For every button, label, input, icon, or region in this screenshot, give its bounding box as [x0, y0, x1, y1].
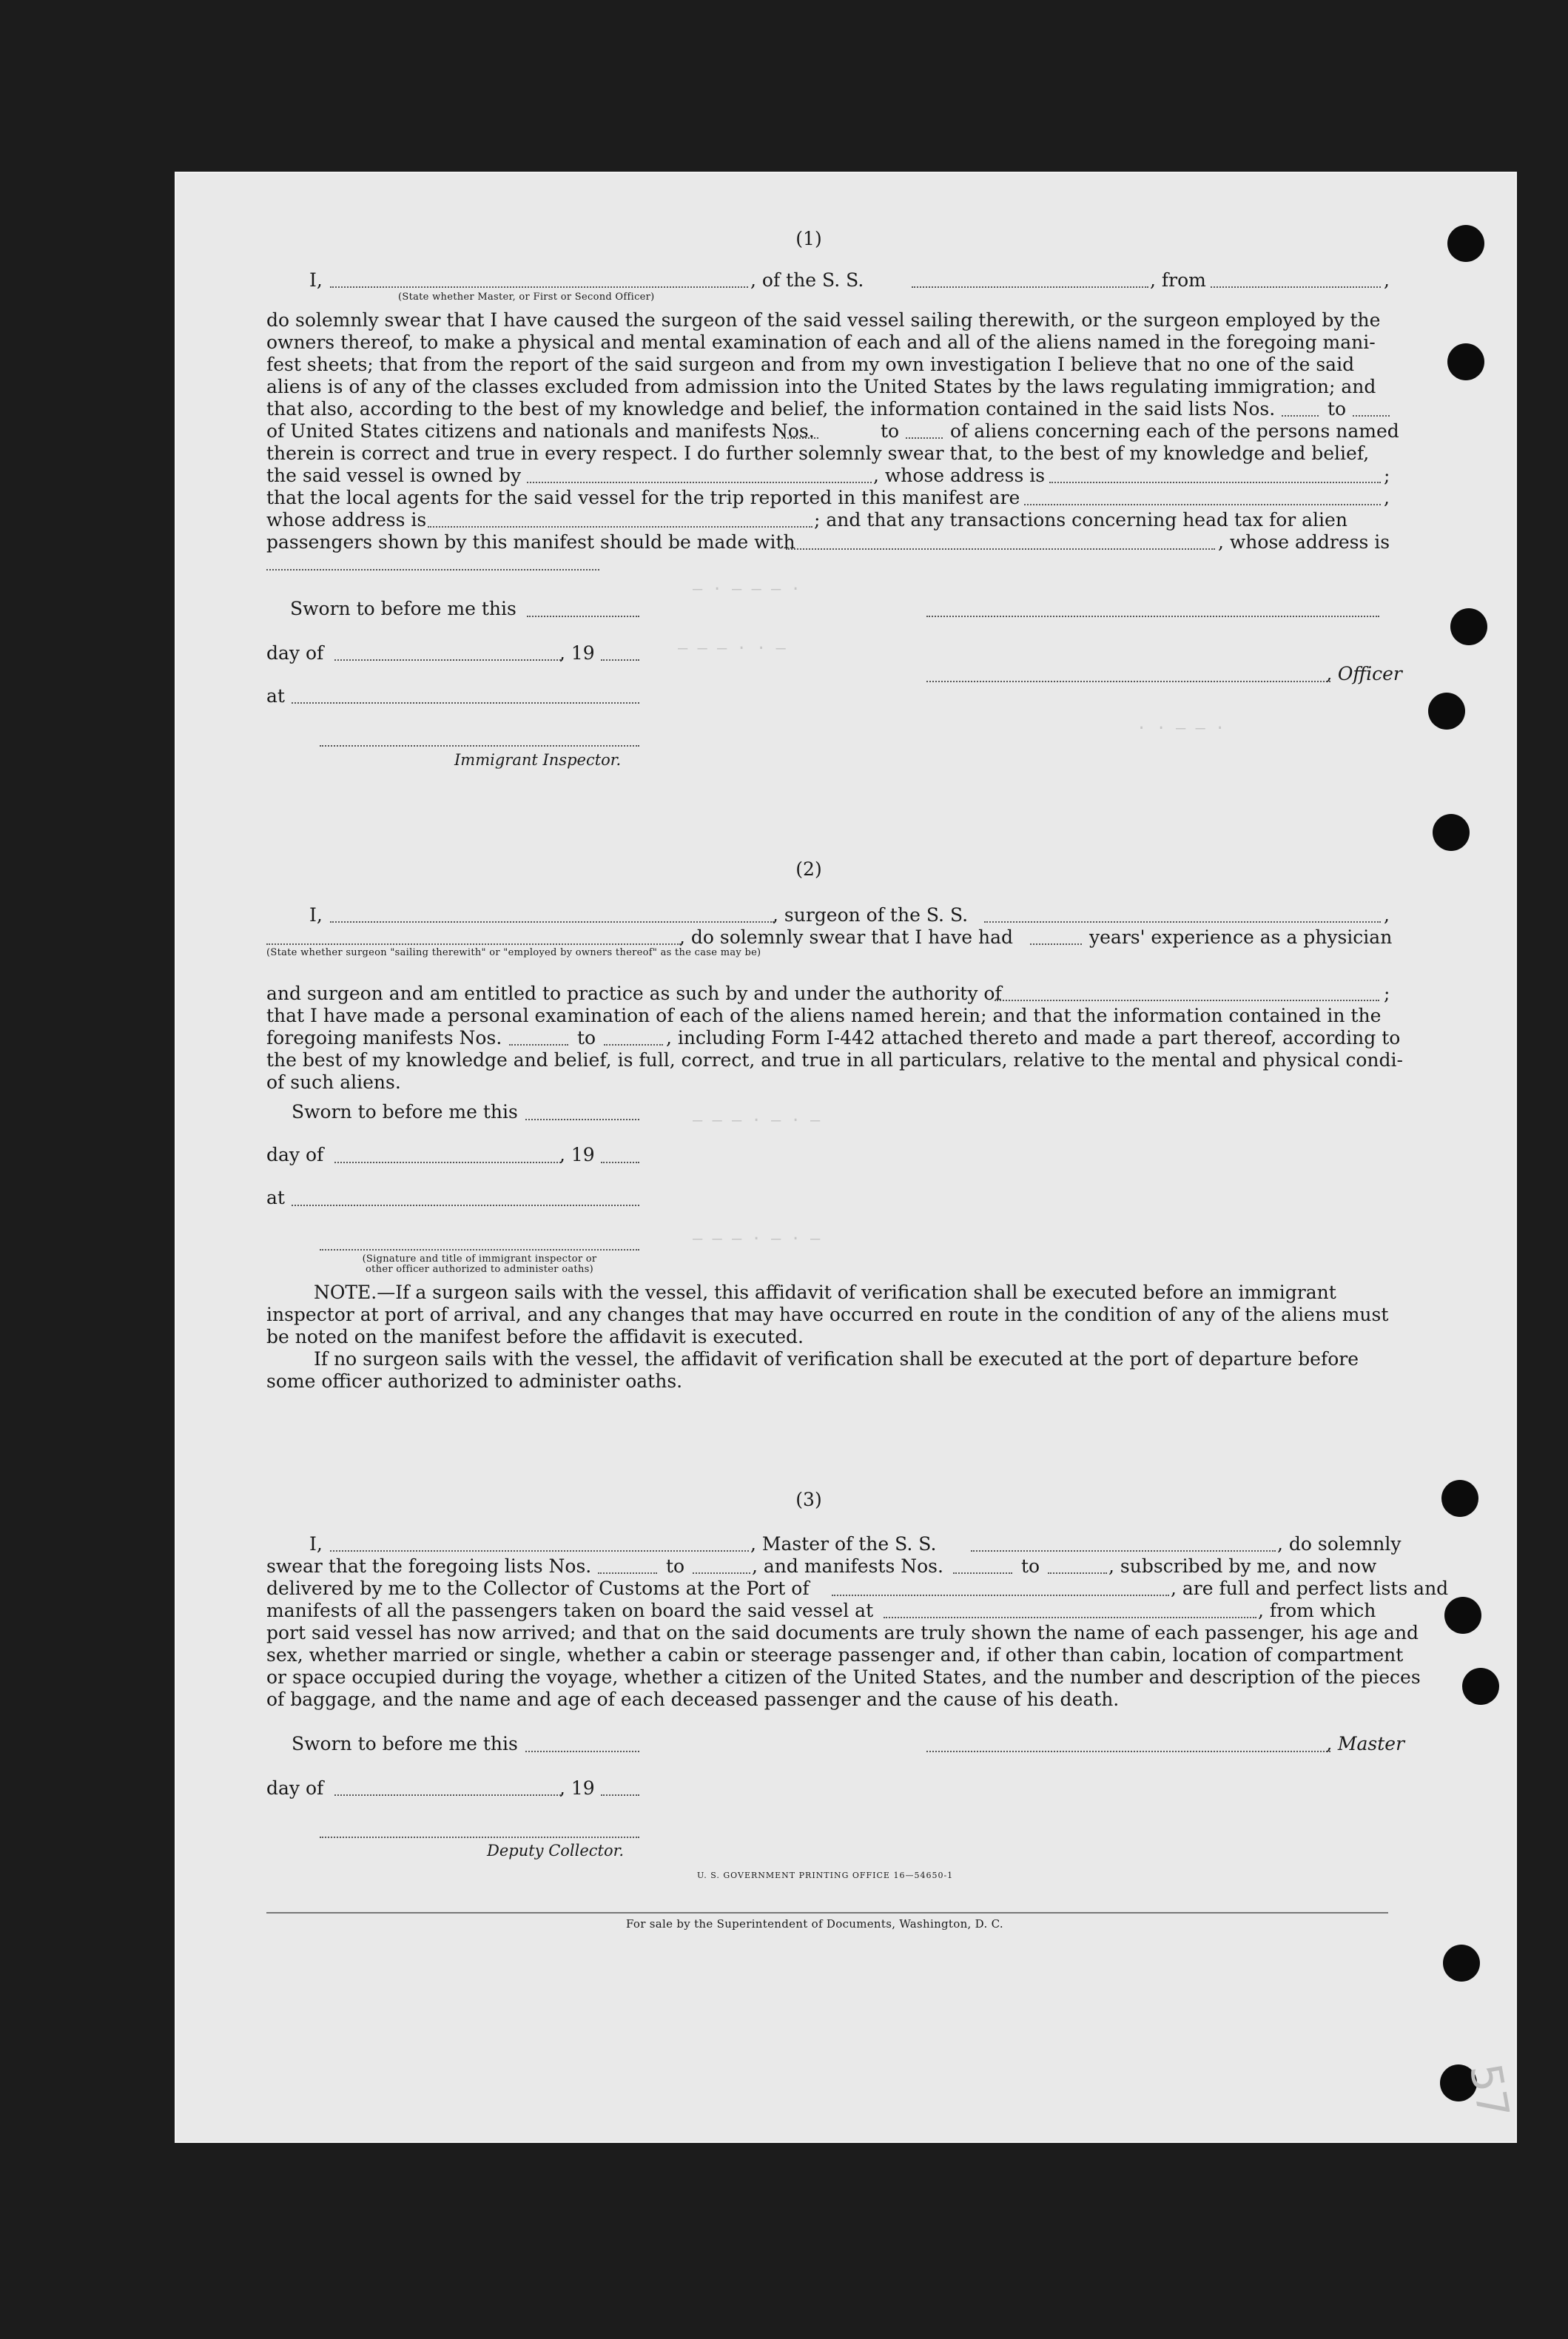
section-2-sworn-month-field[interactable] [334, 1162, 561, 1163]
section-1-i: I, [309, 269, 323, 291]
section-3-sworn-year-field[interactable] [601, 1794, 639, 1796]
section-2-comma: , [1384, 904, 1390, 926]
section-1-whose-address: , whose address is [873, 465, 1046, 486]
officer-signature-line[interactable] [926, 616, 1379, 617]
section-2-semicolon: ; [1384, 983, 1390, 1004]
section-2-body-line: of such aliens. [266, 1071, 401, 1093]
surgeon-manifests-to-field[interactable] [604, 1044, 663, 1046]
sworn-day-field[interactable] [527, 616, 639, 617]
section-1-body-line: that the local agents for the said vessel for the trip reported in this manifest are [266, 487, 1020, 508]
manifests-to-field[interactable] [906, 437, 943, 439]
section-1-body-line: that also, according to the best of my knowledge and belief, the information contained in the said lists Nos. [266, 398, 1276, 420]
note-line: be noted on the manifest before the affidavit is executed. [266, 1326, 804, 1347]
section-1-body-line: the said vessel is owned by [266, 465, 522, 486]
sworn-month-field[interactable] [334, 659, 561, 661]
section-3-sworn-day-field[interactable] [525, 1751, 639, 1752]
section-3-i: I, [309, 1533, 323, 1555]
binder-hole [1450, 608, 1487, 645]
section-1-day-of: day of [266, 642, 324, 664]
section-1-of-aliens: of aliens concerning each of the persons named [950, 420, 1399, 442]
section-1-from: , from [1150, 269, 1206, 291]
surgeon-name-field[interactable] [330, 921, 774, 923]
section-2-to: to [577, 1027, 596, 1049]
section-3-body-line: sex, whether married or single, whether a cabin or steerage passenger and, if other than cabin, location of compartment [266, 1644, 1404, 1666]
deputy-collector-signature-line[interactable] [320, 1837, 639, 1838]
sworn-place-field[interactable] [292, 702, 639, 704]
section-3-number: (3) [795, 1489, 822, 1510]
binder-hole [1441, 1480, 1478, 1517]
head-tax-contact-field[interactable] [786, 548, 1215, 550]
head-tax-address-field[interactable] [266, 569, 599, 571]
section-2-body-line: foregoing manifests Nos. [266, 1027, 502, 1049]
section-3-year: , 19 [559, 1777, 595, 1799]
binder-hole [1433, 814, 1470, 851]
section-2-body-line: the best of my knowledge and belief, is full, correct, and true in all particulars, relative to the mental and physical condi- [266, 1049, 1403, 1071]
printer-imprint: U. S. GOVERNMENT PRINTING OFFICE 16—54650-1 [697, 1871, 954, 1880]
section-2-body-line: that I have made a personal examination of each of the aliens named herein; and that the information contained in the [266, 1005, 1382, 1026]
section-1-body-line: owners thereof, to make a physical and mental examination of each and all of the aliens named in the foregoing mani- [266, 332, 1376, 353]
vessel-name-field[interactable] [912, 286, 1148, 288]
section-1-comma: , [1384, 487, 1390, 508]
section-2-caption-2-line: other officer authorized to administer oaths) [366, 1264, 593, 1275]
section-2-at: at [266, 1187, 285, 1208]
owner-address-field[interactable] [1049, 482, 1381, 483]
note-line: inspector at port of arrival, and any changes that may have occurred en route in the condition of any of the aliens must [266, 1304, 1389, 1325]
local-agents-field[interactable] [1024, 504, 1381, 505]
binder-hole [1443, 1945, 1480, 1982]
section-1-body-line: do solemnly swear that I have caused the surgeon of the said vessel sailing therewith, or the surgeon employed by the [266, 309, 1381, 331]
from-port-field[interactable] [1211, 286, 1381, 288]
section-2-caption: (State whether surgeon "sailing therewith" or "employed by owners thereof" as the case may be) [266, 947, 761, 958]
note-line: If no surgeon sails with the vessel, the affidavit of verification shall be executed at the port of departure before [314, 1348, 1359, 1370]
section-1-to: to [1328, 398, 1347, 420]
surgeon-status-field[interactable] [266, 943, 681, 945]
binder-hole [1447, 225, 1484, 262]
section-3-sworn-month-field[interactable] [334, 1794, 561, 1796]
section-2-sworn-year-field[interactable] [601, 1162, 639, 1163]
section-2-number: (2) [795, 858, 822, 880]
surgeon-manifests-from-field[interactable] [509, 1044, 568, 1046]
section-3-body-line: of baggage, and the name and age of each deceased passenger and the cause of his death. [266, 1689, 1120, 1710]
handwritten-page-number: 57 [1460, 2059, 1519, 2123]
sworn-year-field[interactable] [601, 659, 639, 661]
bleed-through-text: – – – · · – [678, 639, 786, 658]
section-2-signature-line[interactable] [320, 1249, 639, 1251]
section-3-body-line: or space occupied during the voyage, whether a citizen of the United States, and the number and description of the pieces [266, 1666, 1421, 1688]
section-3-delivered: delivered by me to the Collector of Customs at the Port of [266, 1578, 810, 1599]
section-3-do-solemnly: , do solemnly [1277, 1533, 1402, 1555]
section-1-number: (1) [795, 228, 822, 249]
note-line: some officer authorized to administer oaths. [266, 1370, 683, 1392]
section-2-day-of: day of [266, 1144, 324, 1165]
officer-title-line[interactable] [926, 681, 1330, 682]
section-1-body-line: fest sheets; that from the report of the said surgeon and from my own investigation I believe that no one of the said [266, 354, 1355, 375]
master-name-field[interactable] [330, 286, 748, 288]
section-1-of-ss: , of the S. S. [750, 269, 864, 291]
section-2-including: , including Form I-442 attached thereto and made a part thereof, according to [666, 1027, 1401, 1049]
section-3-to: to [666, 1555, 685, 1577]
section-2-caption-2-line: (Signature and title of immigrant inspector or [362, 1253, 597, 1265]
section-3-lists-to-field[interactable] [693, 1572, 750, 1574]
sale-notice: For sale by the Superintendent of Documents, Washington, D. C. [626, 1917, 1003, 1931]
section-1-year: , 19 [559, 642, 595, 664]
section-3-master-of-ss: , Master of the S. S. [750, 1533, 937, 1555]
agents-address-field[interactable] [428, 526, 812, 528]
section-2-i: I, [309, 904, 323, 926]
section-1-to: to [881, 420, 900, 442]
section-1-whose-address-2: , whose address is [1218, 531, 1390, 553]
section-3-master-field[interactable] [330, 1550, 749, 1552]
lists-to-field[interactable] [1353, 415, 1390, 417]
section-3-to: to [1021, 1555, 1040, 1577]
section-3-manifests-to-field[interactable] [1048, 1572, 1107, 1574]
section-2-year: , 19 [559, 1144, 595, 1165]
section-1-body-line: whose address is [266, 509, 427, 531]
section-1-head-tax: ; and that any transactions concerning head tax for alien [814, 509, 1347, 531]
note-line: NOTE.—If a surgeon sails with the vessel, this affidavit of verification shall be executed before an immigrant [314, 1282, 1336, 1303]
practice-authority-field[interactable] [995, 1000, 1379, 1001]
section-1-semicolon: ; [1384, 465, 1390, 486]
section-1-body-line: aliens is of any of the classes excluded from admission into the United States by the laws regulating immigration; and [266, 376, 1376, 397]
owner-field[interactable] [527, 482, 872, 483]
section-1-body-line: therein is correct and true in every respect. I do further solemnly swear that, to the best of my knowledge and belief, [266, 442, 1370, 464]
binder-hole [1444, 1597, 1481, 1634]
section-3-manifests-from-field[interactable] [953, 1572, 1012, 1574]
binder-hole [1447, 343, 1484, 380]
bleed-through-text: – – – · – · – [693, 1111, 821, 1130]
binder-hole [1462, 1668, 1499, 1705]
surgeon-vessel-field[interactable] [984, 921, 1381, 923]
section-3-body-line: port said vessel has now arrived; and that on the said documents are truly shown the name of each passenger, his age and [266, 1622, 1419, 1643]
section-2-sworn: Sworn to before me this [292, 1101, 518, 1123]
inspector-signature-line[interactable] [320, 745, 639, 747]
lists-from-field[interactable] [1282, 415, 1319, 417]
section-3-and-manifests: , and manifests Nos. [752, 1555, 943, 1577]
section-3-vessel-field[interactable] [971, 1550, 1276, 1552]
section-1-caption: (State whether Master, or First or Second Officer) [398, 292, 655, 303]
customs-port-field[interactable] [832, 1595, 1169, 1596]
section-1-officer: , Officer [1326, 663, 1402, 684]
bleed-through-text: – – – · – · – [693, 1230, 821, 1248]
section-3-sworn: Sworn to before me this [292, 1733, 518, 1754]
section-2-surgeon-of-ss: , surgeon of the S. S. [773, 904, 969, 926]
section-2-sworn-place-field[interactable] [292, 1205, 639, 1206]
section-3-signer: Deputy Collector. [487, 1842, 625, 1860]
section-2-body-line: and surgeon and am entitled to practice as such by and under the authority of [266, 983, 1002, 1004]
footer-rule [266, 1912, 1388, 1914]
section-3-lists-from-field[interactable] [598, 1572, 657, 1574]
section-3-master: , Master [1326, 1733, 1405, 1754]
section-3-manifests-of: manifests of all the passengers taken on board the said vessel at [266, 1600, 874, 1621]
form-page [175, 172, 1517, 2143]
bleed-through-text: · · – – · [1137, 719, 1225, 738]
section-1-sworn: Sworn to before me this [290, 598, 517, 619]
section-1-at: at [266, 685, 285, 707]
section-3-swear: swear that the foregoing lists Nos. [266, 1555, 592, 1577]
boarding-port-field[interactable] [884, 1617, 1256, 1618]
section-1-comma: , [1384, 269, 1390, 291]
master-signature-line[interactable] [926, 1751, 1330, 1752]
section-2-years: years' experience as a physician [1089, 926, 1393, 948]
binder-hole [1428, 693, 1465, 730]
section-3-from-which: , from which [1258, 1600, 1376, 1621]
manifests-from-field[interactable] [781, 437, 818, 439]
section-2-sworn-day-field[interactable] [525, 1119, 639, 1120]
section-2-do-solemnly: , do solemnly swear that I have had [679, 926, 1014, 948]
section-3-day-of: day of [266, 1777, 324, 1799]
section-1-body-line: of United States citizens and nationals and manifests Nos. [266, 420, 815, 442]
years-experience-field[interactable] [1030, 943, 1082, 945]
bleed-through-text: – · – – – · [693, 580, 801, 599]
section-1-signer: Immigrant Inspector. [454, 751, 622, 769]
section-1-body-line: passengers shown by this manifest should be made with [266, 531, 795, 553]
section-3-are-full: , are full and perfect lists and [1171, 1578, 1449, 1599]
section-3-subscribed: , subscribed by me, and now [1108, 1555, 1377, 1577]
